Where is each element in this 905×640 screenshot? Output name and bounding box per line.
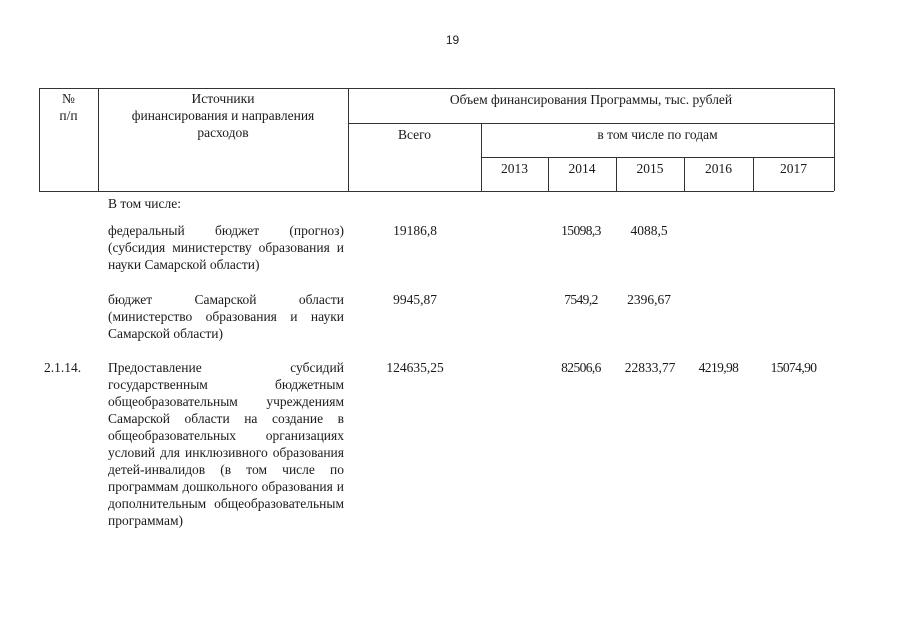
header-year-2013: 2013 [501,161,528,176]
row-2015: 22833,77 [624,360,676,375]
row-2014: 82506,6 [561,360,601,375]
row-total: 9945,87 [393,292,437,307]
row-total: 19186,8 [393,223,437,238]
row-2015: 4088,5 [630,223,668,238]
row-text: В том числе: [108,196,181,211]
header-right-border [834,88,835,191]
header-bottom-border [39,191,834,192]
header-top-border [39,88,834,89]
header-col-total: Всего [397,127,432,142]
row-2017: 15074,90 [770,360,817,375]
header-year-2014: 2014 [568,161,596,176]
row-text: федеральный бюджет (прогноз) (субсидия министерству образования и науки Самарской области) [108,223,344,272]
header-year-2015: 2015 [636,161,664,176]
header-volume-divider [348,123,834,124]
header-col-num: № п/п [59,91,78,123]
header-col-volume: Объем финансирования Программы, тыс. рублей [449,92,733,107]
header-year-2017: 2017 [780,161,807,176]
row-2014: 7549,2 [564,292,598,307]
header-col-sources: Источники финансирования и направления расходов [131,91,315,140]
row-2014: 15098,3 [561,223,601,238]
header-years-divider [481,157,834,158]
header-col-by-years: в том числе по годам [597,127,718,142]
page-number: 19 [445,33,460,47]
row-number: 2.1.14. [44,360,82,375]
row-text: бюджет Самарской области (министерство образования и науки Самарской области) [108,292,344,341]
row-2016: 4219,98 [698,360,739,375]
row-2015: 2396,67 [627,292,671,307]
header-year-2016: 2016 [705,161,732,176]
row-text: Предоставление субсидий государственным бюджетным общеобразовательным учреждениям Самарской области на создание в общеобразовательных организациях условий для инклюзивного образования детей-инвалидов (в том числе по программам дошкольного образования и дополнительным общеобразовательным программам) [108,360,344,528]
row-total: 124635,25 [386,360,444,375]
